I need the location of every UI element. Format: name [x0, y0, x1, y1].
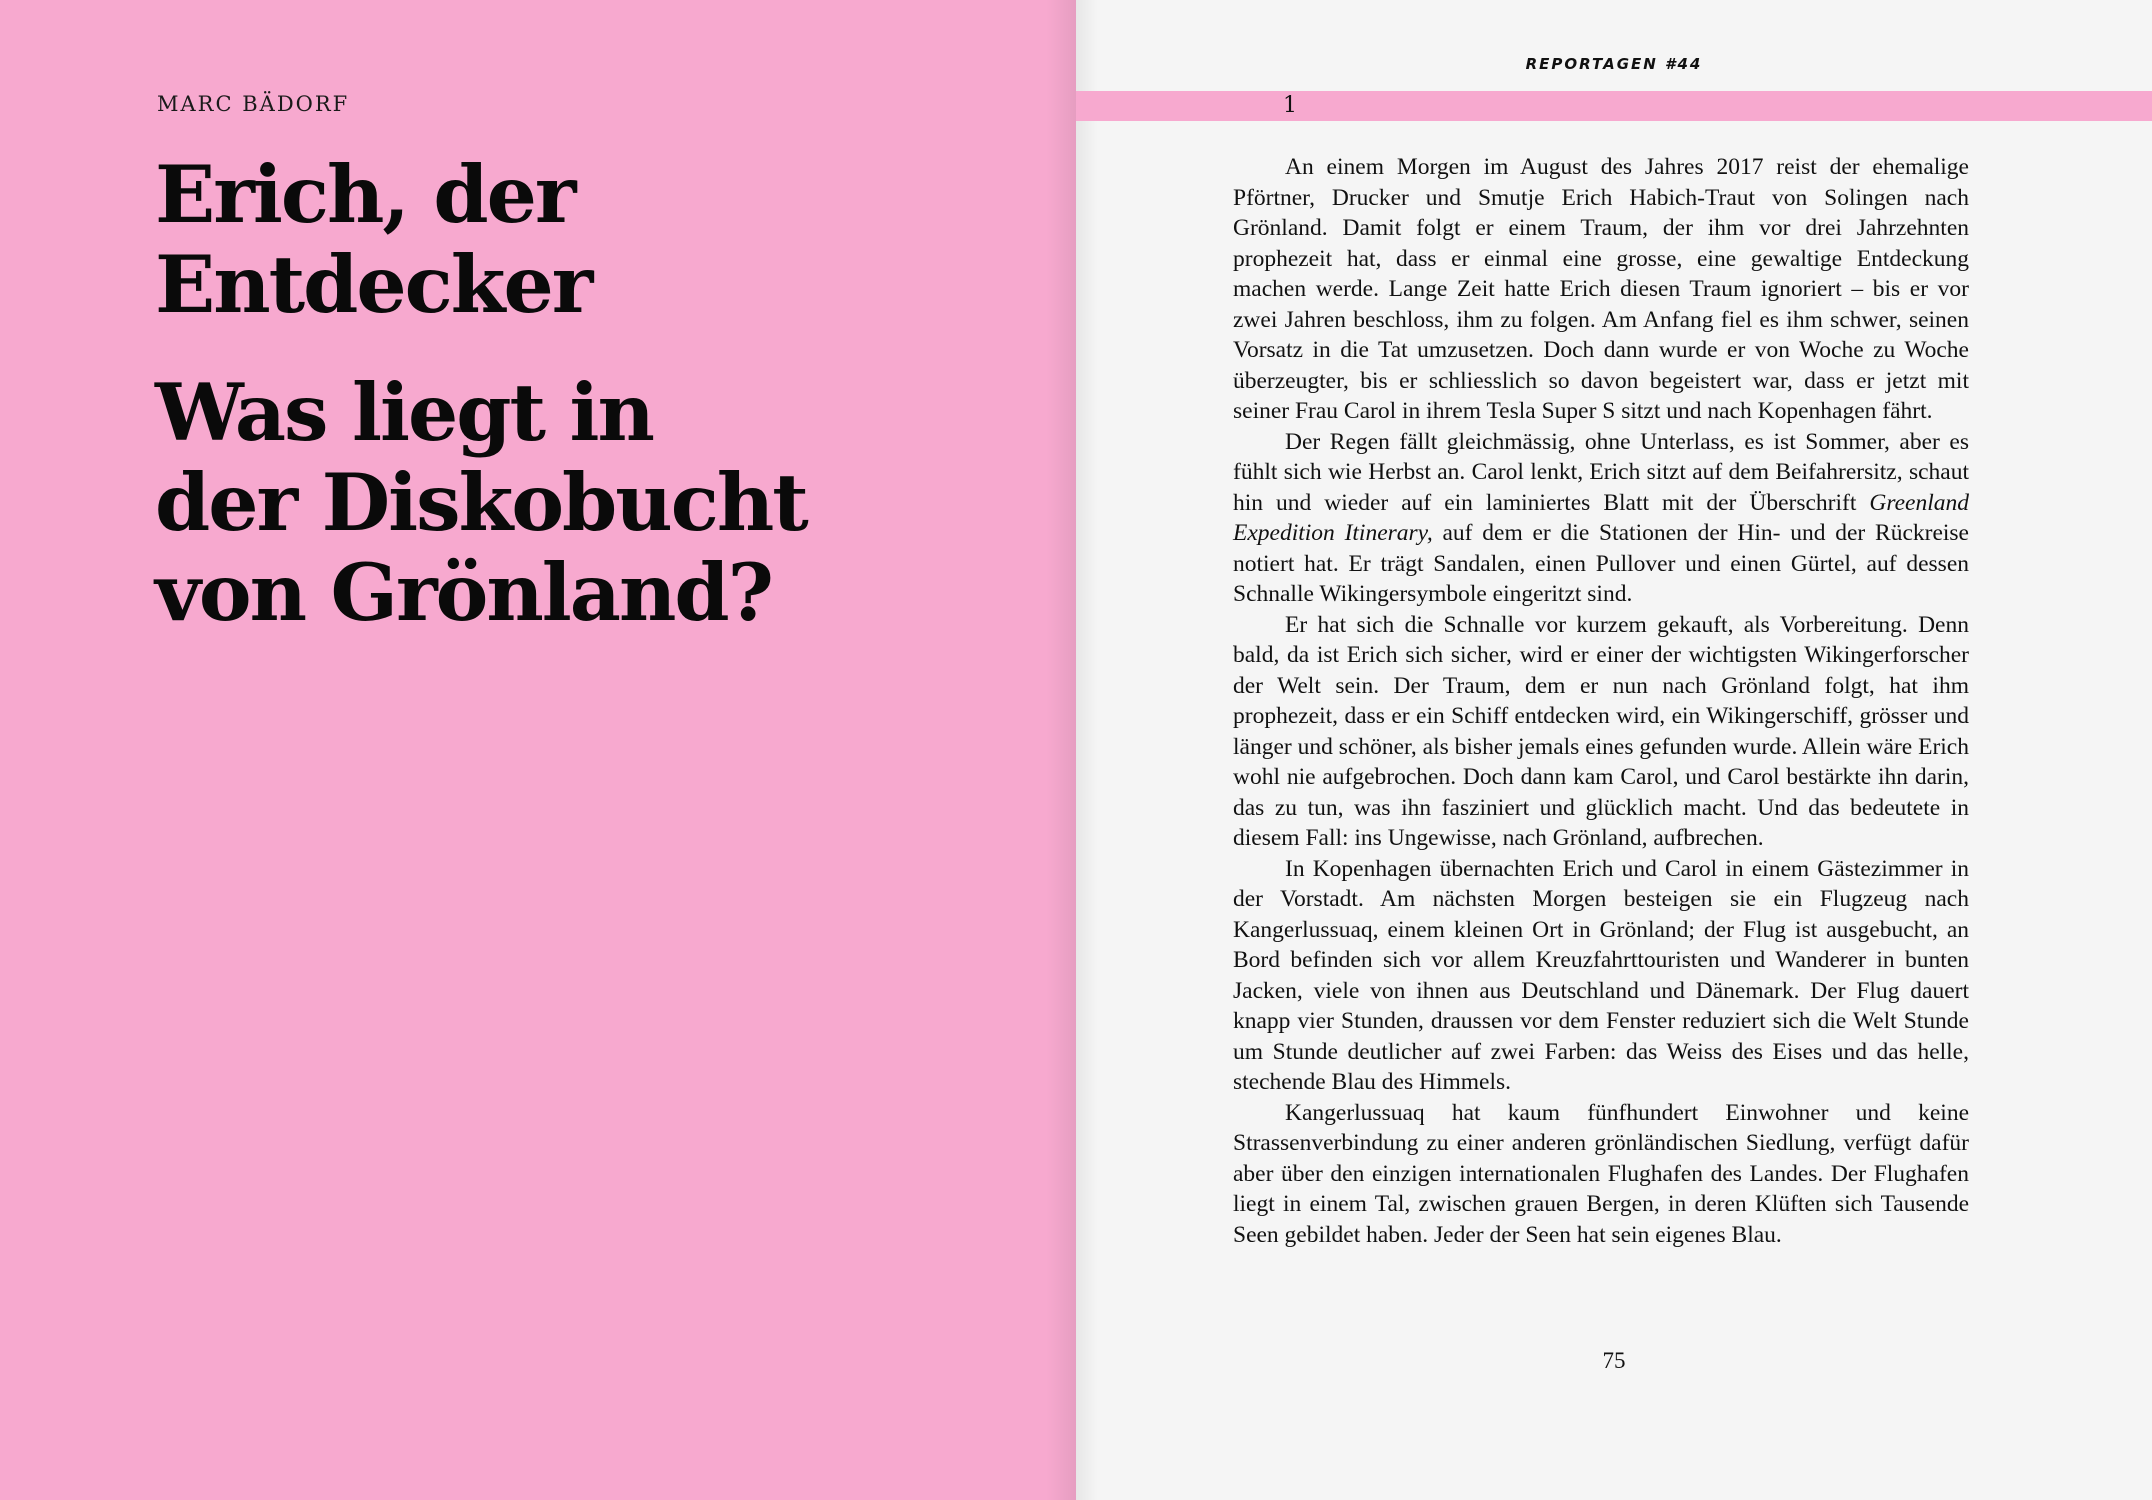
paragraph: In Kopenhagen übernachten Erich und Carol in einem Gästezimmer in der Vorstadt. Am nächsten Morgen besteigen sie ein Flugzeug nach Kangerlussuaq, einem kleinen Ort in Grönland; der Flug ist ausgebucht, an Bord befinden sich vor allem Kreuzfahrttouristen und Wanderer in bunten Jacken, viele von ihnen aus Deutschland und Dänemark. Der Flug dauert knapp vier Stunden, draussen vor dem Fenster reduziert sich die Welt Stunde um Stunde deutlicher auf zwei Farben: das Weiss des Eises und das helle, stechende Blau des Himmels. [1233, 855, 1969, 1095]
article-title: Erich, der Entdecker [155, 148, 592, 331]
right-page [1076, 0, 2152, 1500]
paragraph-text: Der Regen fällt gleichmässig, ohne Unterlass, es ist Sommer, aber es fühlt sich wie Herbst an. Carol lenkt, Erich sitzt auf dem Beifahrersitz, schaut hin und wieder auf ein laminiertes Blatt mit der Überschrift [1233, 428, 1969, 516]
body-text [1233, 152, 1969, 1250]
article-subtitle: Was liegt in der Diskobucht von Grönland? [155, 366, 807, 639]
paragraph: Kangerlussuaq hat kaum fünfhundert Einwohner und keine Strassenverbindung zu einer anderen grönländischen Siedlung, verfügt dafür aber über den einzigen internationalen Flughafen des Landes. Der Flughafen liegt in einem Tal, zwischen grauen Bergen, in deren Klüften sich Tausende Seen gebildet haben. Jeder der Seen hat sein eigenes Blau. [1233, 1099, 1969, 1248]
section-bar [1076, 91, 2152, 121]
paragraph-text: auf dem er die Stationen der Hin- und der Rückreise notiert hat. Er trägt Sandalen, einen Pullover und einen Gürtel, auf dessen Schnalle Wikingersymbole eingeritzt sind. [1233, 520, 1969, 607]
page-number: 75 [1602, 1348, 1626, 1373]
paragraph [1233, 427, 1969, 610]
italic-title: Greenland Expedition Itinerary, [1233, 489, 1969, 546]
running-head: REPORTAGEN #44 [1525, 55, 1703, 73]
paragraph: An einem Morgen im August des Jahres 2017 reist der ehemalige Pförtner, Drucker und Smutje Erich Habich-Traut von Solingen nach Grönland. Damit folgt er einem Traum, der ihm vor drei Jahrzehnten prophezeit hat, dass er einmal eine grosse, eine gewaltige Entdeckung machen werde. Lange Zeit hatte Erich diesen Traum ignoriert – bis er vor zwei Jahren beschloss, ihm zu folgen. Am Anfang fiel es ihm schwer, seinen Vorsatz in die Tat umzusetzen. Doch dann wurde er von Woche zu Woche überzeugter, bis er schliesslich so davon begeistert war, dass er jetzt mit seiner Frau Carol in ihrem Tesla Super S sitzt und nach Kopenhagen fährt. [1233, 154, 1969, 424]
paragraph: Er hat sich die Schnalle vor kurzem gekauft, als Vorbereitung. Denn bald, da ist Erich sich sicher, wird er einer der wichtigsten Wikingerforscher der Welt sein. Der Traum, dem er nun nach Grönland folgt, hat ihm prophezeit, dass er ein Schiff entdecken wird, ein Wikingerschiff, grösser und länger und schöner, als bisher jemals eines gefunden wurde. Allein wäre Erich wohl nie aufgebrochen. Doch dann kam Carol, und Carol bestärkte ihn darin, das zu tun, was ihn fasziniert und glücklich macht. Und das bedeutete in diesem Fall: ins Ungewisse, nach Grönland, aufbrechen. [1233, 611, 1969, 851]
section-number: 1 [1283, 93, 1297, 118]
author-name: MARC BÄDORF [157, 92, 350, 116]
